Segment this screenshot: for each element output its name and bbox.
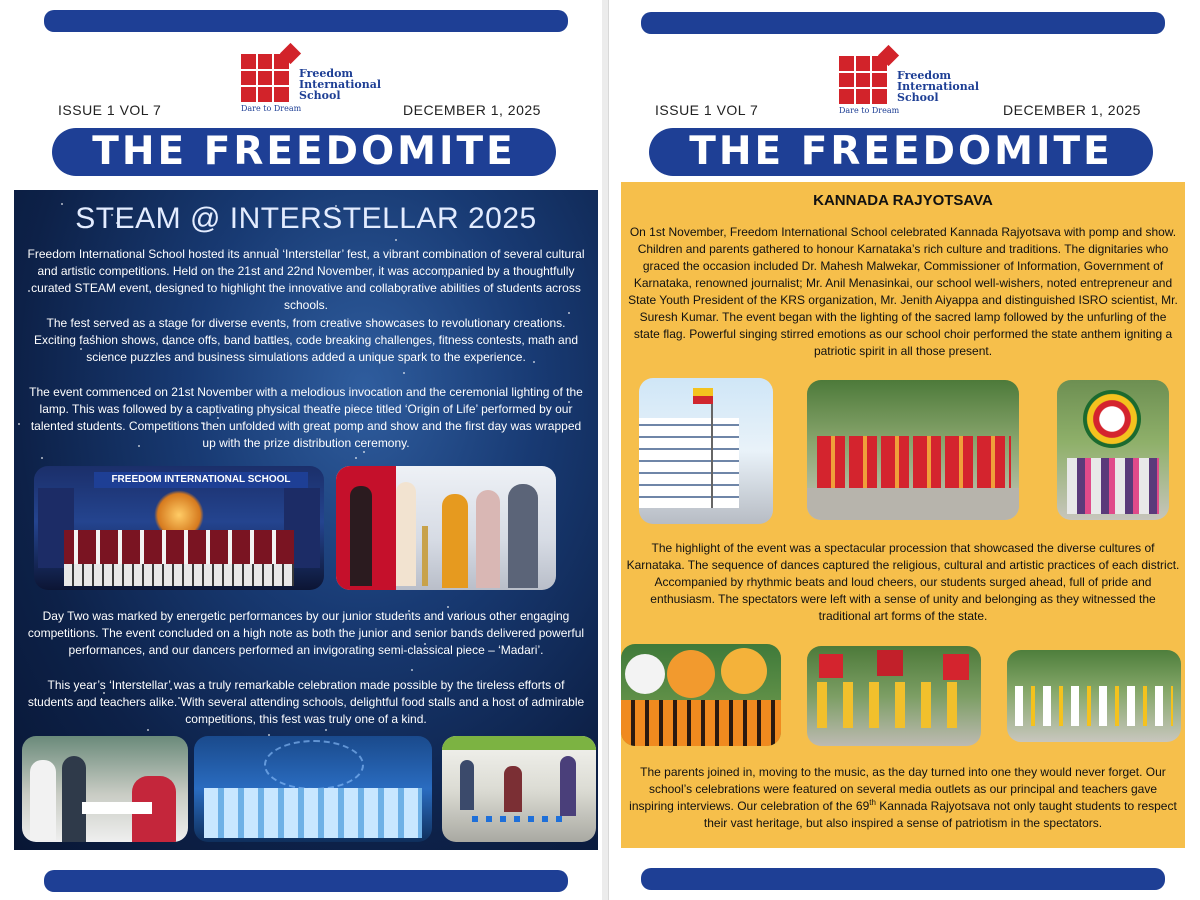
photo-stage-performers	[34, 466, 324, 590]
steam-title: STEAM @ INTERSTELLAR 2025	[75, 202, 537, 235]
newsletter-page-right	[608, 0, 1200, 900]
school-tagline: Dare to Dream	[241, 104, 302, 113]
stage-banner: FREEDOM INTERNATIONAL SCHOOL	[94, 472, 308, 488]
kannada-paragraph-3-end: Kannada Rajyotsava not only taught students to respect their vast heritage, but also inspired a sense of patriotism in the spectators.	[703, 799, 1177, 830]
kannada-paragraph-3-start: The parents joined in, moving to the music, as the day turned into one they would never forget. Our school’s celebrations were featured on several media outlets as our principal and teachers gave inspiring interviews. Our celebration of the 69	[629, 765, 1166, 813]
bottom-bar	[44, 870, 568, 892]
photo-school-flag	[639, 378, 773, 524]
masthead-title: THE FREEDOMITE	[52, 128, 556, 176]
steam-paragraph-3: The event commenced on 21st November with a melodious invocation and the ceremonial lighting of the lamp. This was followed by a captivating physical theatre piece titled ‘Origin of Life’ performed by our talented students. Competitions then unfolded with great pomp and show and the first day was wrapped up with the prize distribution ceremony.	[29, 385, 583, 450]
photo-student-march	[1007, 650, 1181, 742]
star-decoration	[325, 729, 327, 731]
ordinal-suffix: th	[869, 798, 876, 807]
kannada-paragraph-3	[625, 764, 1181, 832]
steam-paragraph-4: Day Two was marked by energetic performances by our junior students and various other engaging competitions. The event concluded on a high note as both the junior and senior bands delivered powerful performances, and our dancers performed an invigorating semi-classical piece – ‘Madari’.	[27, 609, 585, 657]
steam-paragraph-2: The fest served as a stage for diverse events, from creative showcases to revolutionary creations. Exciting fashion shows, dance offs, band battles, code breaking challenges, fitness contests, math and science puzzles and business simulations added a unique spark to the experience.	[33, 316, 579, 364]
issue-date: DECEMBER 1, 2025	[403, 102, 541, 118]
steam-paragraph-1: Freedom International School hosted its annual ‘Interstellar’ fest, a vibrant combination of several cultural and artistic competitions. Held on the 21st and 22nd November, it was accompanied by a thoughtfully curated STEAM event, designed to highlight the innovative and collaborative abilities of students across schools.	[27, 247, 585, 312]
kannada-title: KANNADA RAJYOTSAVA	[813, 192, 993, 209]
steam-article	[14, 190, 598, 850]
kannada-paragraph-2: The highlight of the event was a spectacular procession that showcased the diverse cultures of Karnataka. The sequence of dances captured the religious, cultural and artistic practices of each district. Accompanied by rhythmic beats and loud cheers, our students surged ahead, full of pride and enthusiasm. The spectators were left with a sense of unity and belonging as they witnessed the traditional art forms of the state.	[626, 541, 1180, 623]
school-name: Freedom International School	[897, 69, 980, 104]
star-decoration	[147, 729, 149, 731]
issue-date: DECEMBER 1, 2025	[1003, 102, 1141, 118]
school-name: Freedom International School	[299, 67, 382, 102]
photo-dance-performance	[194, 736, 432, 842]
star-decoration	[355, 457, 357, 459]
star-decoration	[18, 423, 20, 425]
photo-students-table	[22, 736, 188, 842]
kannada-article	[621, 182, 1185, 848]
star-decoration	[395, 239, 397, 241]
school-logo	[241, 44, 391, 114]
steam-paragraph-5: This year’s ‘Interstellar’ was a truly remarkable celebration made possible by the tireless efforts of students and teachers alike. With several attending schools, delightful food stalls and a host of admirable competitions, this fest was truly one of a kind.	[27, 678, 585, 726]
school-tagline: Dare to Dream	[839, 106, 900, 115]
photo-flag-bearers	[807, 646, 981, 746]
kannada-paragraph-1: On 1st November, Freedom International School celebrated Kannada Rajyotsava with pomp and show. Children and parents gathered to honour Karnataka’s rich culture and traditions. The dignitaries who graced the occasion included Dr. Mahesh Malwekar, Commissioner of Information, Government of Karnataka, renowned journalist; Mr. Anil Menasinkai, our school well-wishers, noted entrepreneur and State Youth President of the KRS organization, Mr. Jenith Aiyappa and distinguished ISRO scientist, Mr. Suresh Kumar. The event began with the lighting of the sacred lamp followed by the unfurling of the state flag. Powerful singing stirred emotions as our school choir performed the state anthem igniting a patriotic spirit in all those present.	[628, 225, 1178, 358]
school-logo	[839, 46, 989, 116]
star-decoration	[411, 669, 413, 671]
photo-cup-game	[442, 736, 596, 842]
photo-lamp-lighting	[336, 466, 556, 590]
masthead-title: THE FREEDOMITE	[649, 128, 1153, 176]
bottom-bar	[641, 868, 1165, 890]
photo-dance-procession	[807, 380, 1019, 520]
star-decoration	[403, 372, 405, 374]
star-decoration	[41, 457, 43, 459]
top-bar	[641, 12, 1165, 34]
photo-tiger-masks	[621, 644, 781, 746]
top-bar	[44, 10, 568, 32]
photo-festival-float	[1057, 380, 1169, 520]
issue-number: ISSUE 1 VOL 7	[58, 102, 162, 118]
issue-number: ISSUE 1 VOL 7	[655, 102, 759, 118]
